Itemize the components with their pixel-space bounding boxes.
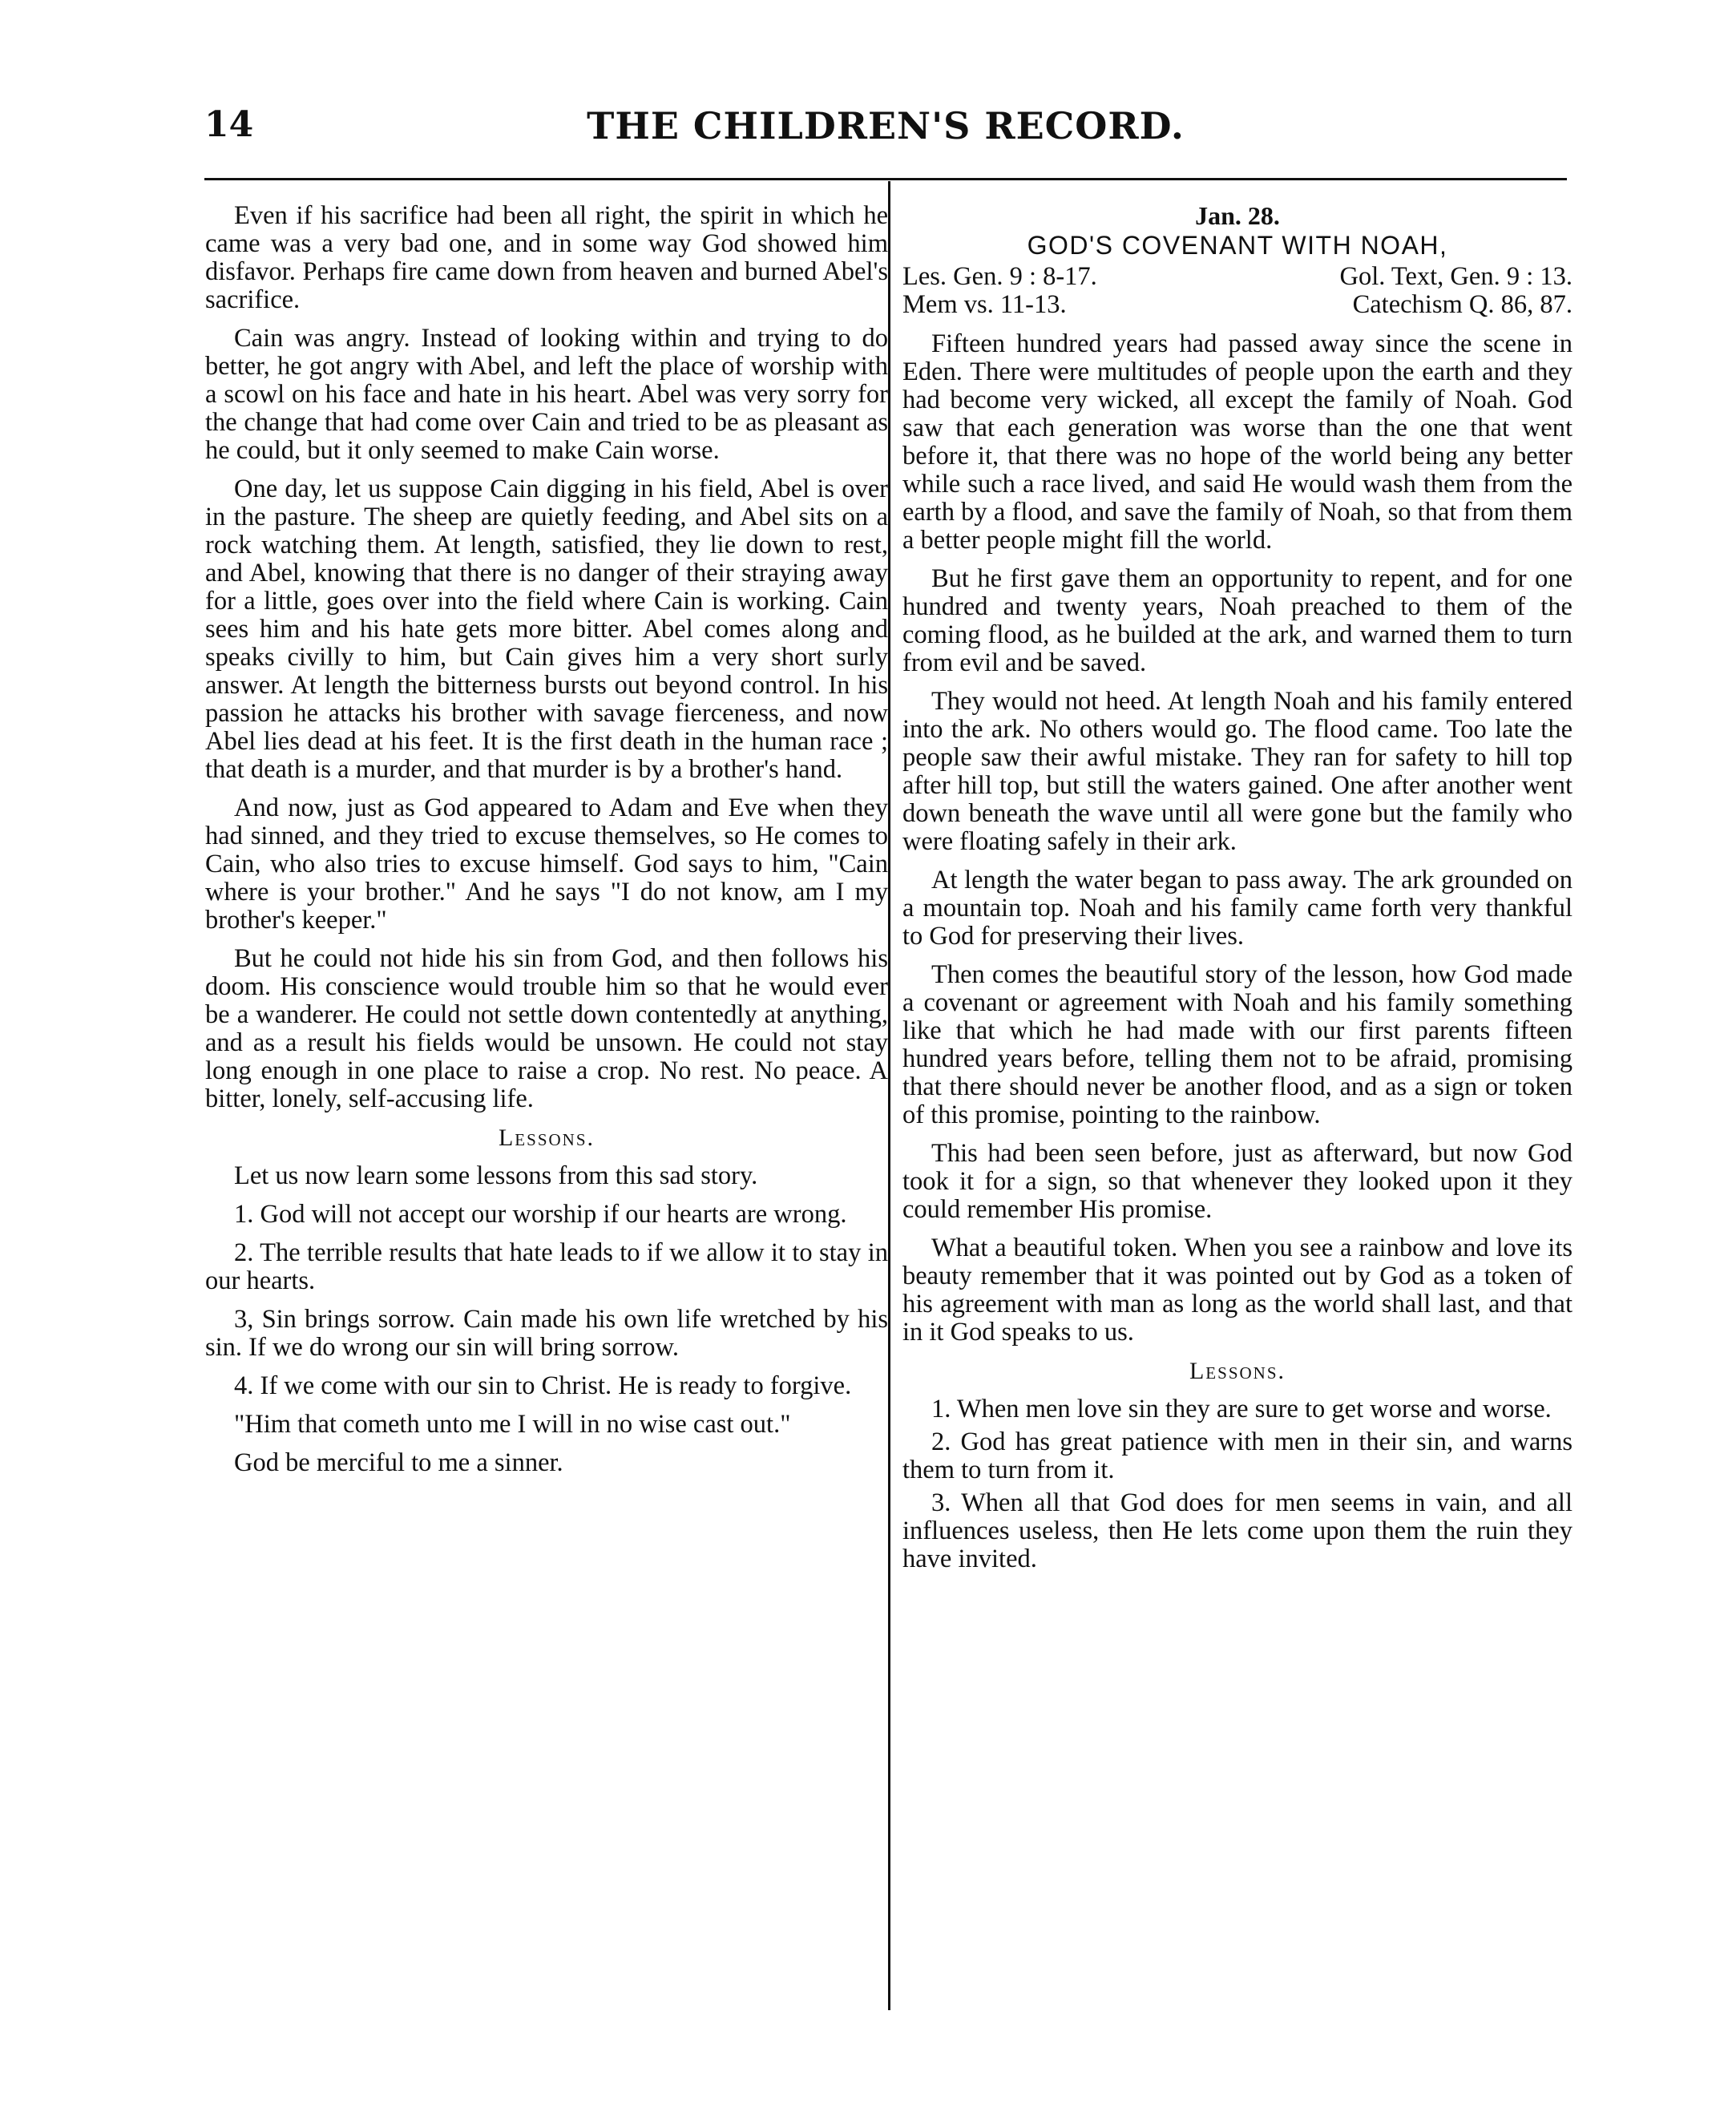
header-rule — [204, 178, 1567, 180]
golden-text-reference: Gol. Text, Gen. 9 : 13. — [1339, 262, 1572, 291]
lesson-references — [902, 263, 1572, 319]
paragraph: Then comes the beautiful story of the lesson, how God made a covenant or agreement with Noah and his family something like that which he had made with our first parents fifteen hundred years before, telling them not to be afraid, promising that there should never be another flood, and as a sign or token of this promise, pointing to the rainbow. — [902, 960, 1572, 1129]
lesson-item: 1. God will not accept our worship if our hearts are wrong. — [234, 1200, 847, 1229]
paragraph: What a beautiful token. When you see a rainbow and love its beauty remember that it was pointed out by God as a token of his agreement with man as long as the world shall last, and that in it God speaks to us. — [902, 1234, 1572, 1347]
column-divider — [888, 181, 890, 2010]
page-number: 14 — [204, 104, 254, 145]
lesson-item: 1. When men love sin they are sure to get worse and worse. — [931, 1395, 1552, 1423]
paragraph: Cain was angry. Instead of looking within and trying to do better, he got angry with Abel, and left the place of worship with a scowl on his face and hate in his heart. Abel was very sorry for the change that had come over Cain and tried to be as pleasant as he could, but it only seemed to make Cain worse. — [205, 324, 888, 465]
lessons-intro: Let us now learn some lessons from this sad story. — [234, 1161, 758, 1190]
paragraph: But he could not hide his sin from God, and then follows his doom. His conscience would trouble him so that he would ever be a wanderer. He could not settle down contentedly at anything, and as a result his fields would be unsown. He could not stay long enough in one place to raise a crop. No rest. No peace. A bitter, lonely, self-accusing life. — [205, 944, 888, 1113]
running-title: THE CHILDREN'S RECORD. — [587, 104, 1185, 147]
paragraph: Even if his sacrifice had been all right, the spirit in which he came was a very bad one, and in some way God showed him disfavor. Perhaps fire came down from heaven and burned Abel's sacrifice. — [205, 202, 888, 314]
lesson-item: 4. If we come with our sin to Christ. He is ready to forgive. — [234, 1371, 852, 1400]
lesson-item: 3. When all that God does for men seems in vain, and all influences useless, then He lets come upon them the ruin they have invited. — [902, 1488, 1572, 1573]
paragraph: At length the water began to pass away. The ark grounded on a mountain top. Noah and his family came forth very thankful to God for preserving their lives. — [902, 866, 1572, 951]
lesson-item: 2. God has great patience with men in their sin, and warns them to turn from it. — [902, 1427, 1572, 1484]
reference-row — [902, 291, 1572, 319]
closing-line: God be merciful to me a sinner. — [234, 1448, 563, 1477]
lesson-reference: Les. Gen. 9 : 8-17. — [902, 262, 1097, 291]
right-column — [902, 202, 1572, 2005]
lessons-heading: Lessons. — [1189, 1358, 1286, 1384]
page-header — [204, 104, 1567, 168]
lesson-date: Jan. 28. — [1195, 202, 1280, 230]
left-column — [205, 202, 888, 2005]
catechism-reference: Catechism Q. 86, 87. — [1352, 290, 1572, 319]
paragraph: One day, let us suppose Cain digging in his field, Abel is over in the pasture. The sheep are quietly feeding, and Abel sits on a rock watching them. At length, satisfied, they lie down to rest, and Abel, knowing that there is no danger of their straying away for a little, goes over into the field where Cain is working. Cain sees him and his hate gets more bitter. Abel comes along and speaks civilly to him, but Cain gives him a very short surly answer. At length the bitterness bursts out beyond control. In his passion he attacks his brother with savage fierceness, and now Abel lies dead at his feet. It is the first death in the human race ; that death is a murder, and that murder is by a brother's hand. — [205, 474, 888, 784]
paragraph: Fifteen hundred years had passed away since the scene in Eden. There were multitudes of people upon the earth and they had become very wicked, all except the family of Noah. God saw that each generation was worse than the one that went before it, that there was no hope of the world being any better while such a race lived, and said He would wash them from the earth by a flood, and save the family of Noah, so that from them a better people might fill the world. — [902, 329, 1572, 555]
lessons-heading: Lessons. — [498, 1125, 595, 1151]
paragraph: This had been seen before, just as afterward, but now God took it for a sign, so that whenever they looked upon it they could remember His promise. — [902, 1139, 1572, 1224]
scripture-quote: "Him that cometh unto me I will in no wise cast out." — [234, 1410, 791, 1439]
paragraph: And now, just as God appeared to Adam and Eve when they had sinned, and they tried to excuse themselves, so He comes to Cain, who also tries to excuse himself. God says to him, "Cain where is your brother." And he says "I do not know, am I my brother's keeper." — [205, 793, 888, 935]
memory-verses-reference: Mem vs. 11-13. — [902, 290, 1067, 319]
paragraph: But he first gave them an opportunity to repent, and for one hundred and twenty years, Noah preached to them of the coming flood, as he builded at the ark, and warned them to turn from evil and be saved. — [902, 564, 1572, 677]
lesson-item: 2. The terrible results that hate leads to if we allow it to stay in our hearts. — [205, 1238, 888, 1295]
lesson-title: GOD'S COVENANT WITH NOAH, — [1027, 231, 1448, 260]
paragraph: They would not heed. At length Noah and his family entered into the ark. No others would go. The flood came. Too late the people saw their awful mistake. They ran for safety to hill top after hill top, but still the waters gained. One after another went down beneath the wave until all were gone but the family who were floating safely in their ark. — [902, 687, 1572, 856]
reference-row — [902, 263, 1572, 291]
lesson-item: 3, Sin brings sorrow. Cain made his own life wretched by his sin. If we do wrong our sin will bring sorrow. — [205, 1305, 888, 1362]
